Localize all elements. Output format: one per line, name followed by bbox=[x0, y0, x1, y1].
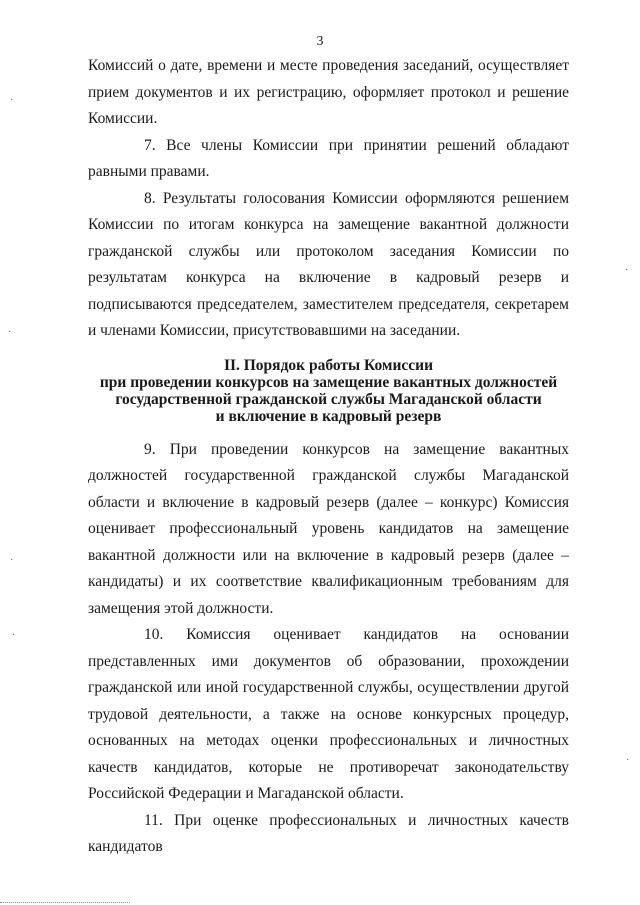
scan-margin-mark: · bbox=[625, 265, 629, 276]
scan-edge-line bbox=[0, 902, 130, 903]
section-heading-line-2: при проведении конкурсов на замещение вакантных должностей bbox=[99, 373, 558, 391]
paragraph-9: 9. При проведении конкурсов на замещение вакантных должностей государственной гражданской службы Магаданской области и включение в кадровый резерв (далее – конкурс) Комиссия оценивает профессиональный уровень кандидатов на замещение вакантной должности или на включение в кадровый резерв (далее – кандидаты) и их соответствие квалификационным требованиям для замещения этой должности. bbox=[88, 440, 569, 617]
page-number: 3 bbox=[316, 34, 324, 49]
section-heading bbox=[88, 357, 569, 425]
paragraph-11: 11. При оценке профессиональных и личностных качеств кандидатов bbox=[88, 811, 569, 855]
section-heading-line-3: государственной гражданской службы Магаданской области bbox=[115, 390, 542, 408]
paragraph-10: 10. Комиссия оценивает кандидатов на основании представленных ими документов об образовании, прохождении гражданской или иной государственной службы, осуществлении другой трудовой деятельности, а также на основе конкурсных процедур, основанных на методах оценки профессиональных и личностных качеств кандидатов, которые не противоречат законодательству Российской Федерации и Магаданской области. bbox=[88, 626, 569, 802]
scan-margin-mark: · bbox=[10, 555, 14, 566]
section-heading-line-4: и включение в кадровый резерв bbox=[215, 407, 442, 425]
document-body bbox=[88, 53, 569, 861]
scan-margin-mark: · bbox=[12, 630, 16, 641]
scan-margin-mark: · bbox=[10, 95, 14, 106]
paragraph-7: 7. Все члены Комиссии при принятии решений обладают равными правами. bbox=[88, 136, 569, 180]
paragraph-8: 8. Результаты голосования Комиссии оформляются решением Комиссии по итогам конкурса на замещение вакантной должности гражданской службы или протоколом заседания Комиссии по результатам конкурса на включение в кадровый резерв и подписываются председателем, заместителем председателя, секретарем и членами Комиссии, присутствовавшими на заседании. bbox=[88, 189, 569, 339]
section-heading-line-1: II. Порядок работы Комиссии bbox=[223, 356, 434, 374]
paragraph-continuation: Комиссий о дате, времени и месте проведения заседаний, осуществляет прием документов и их регистрацию, оформляет протокол и решение Комиссии. bbox=[88, 57, 569, 127]
scan-margin-mark: · bbox=[8, 327, 12, 338]
scan-margin-mark: · bbox=[626, 755, 630, 766]
